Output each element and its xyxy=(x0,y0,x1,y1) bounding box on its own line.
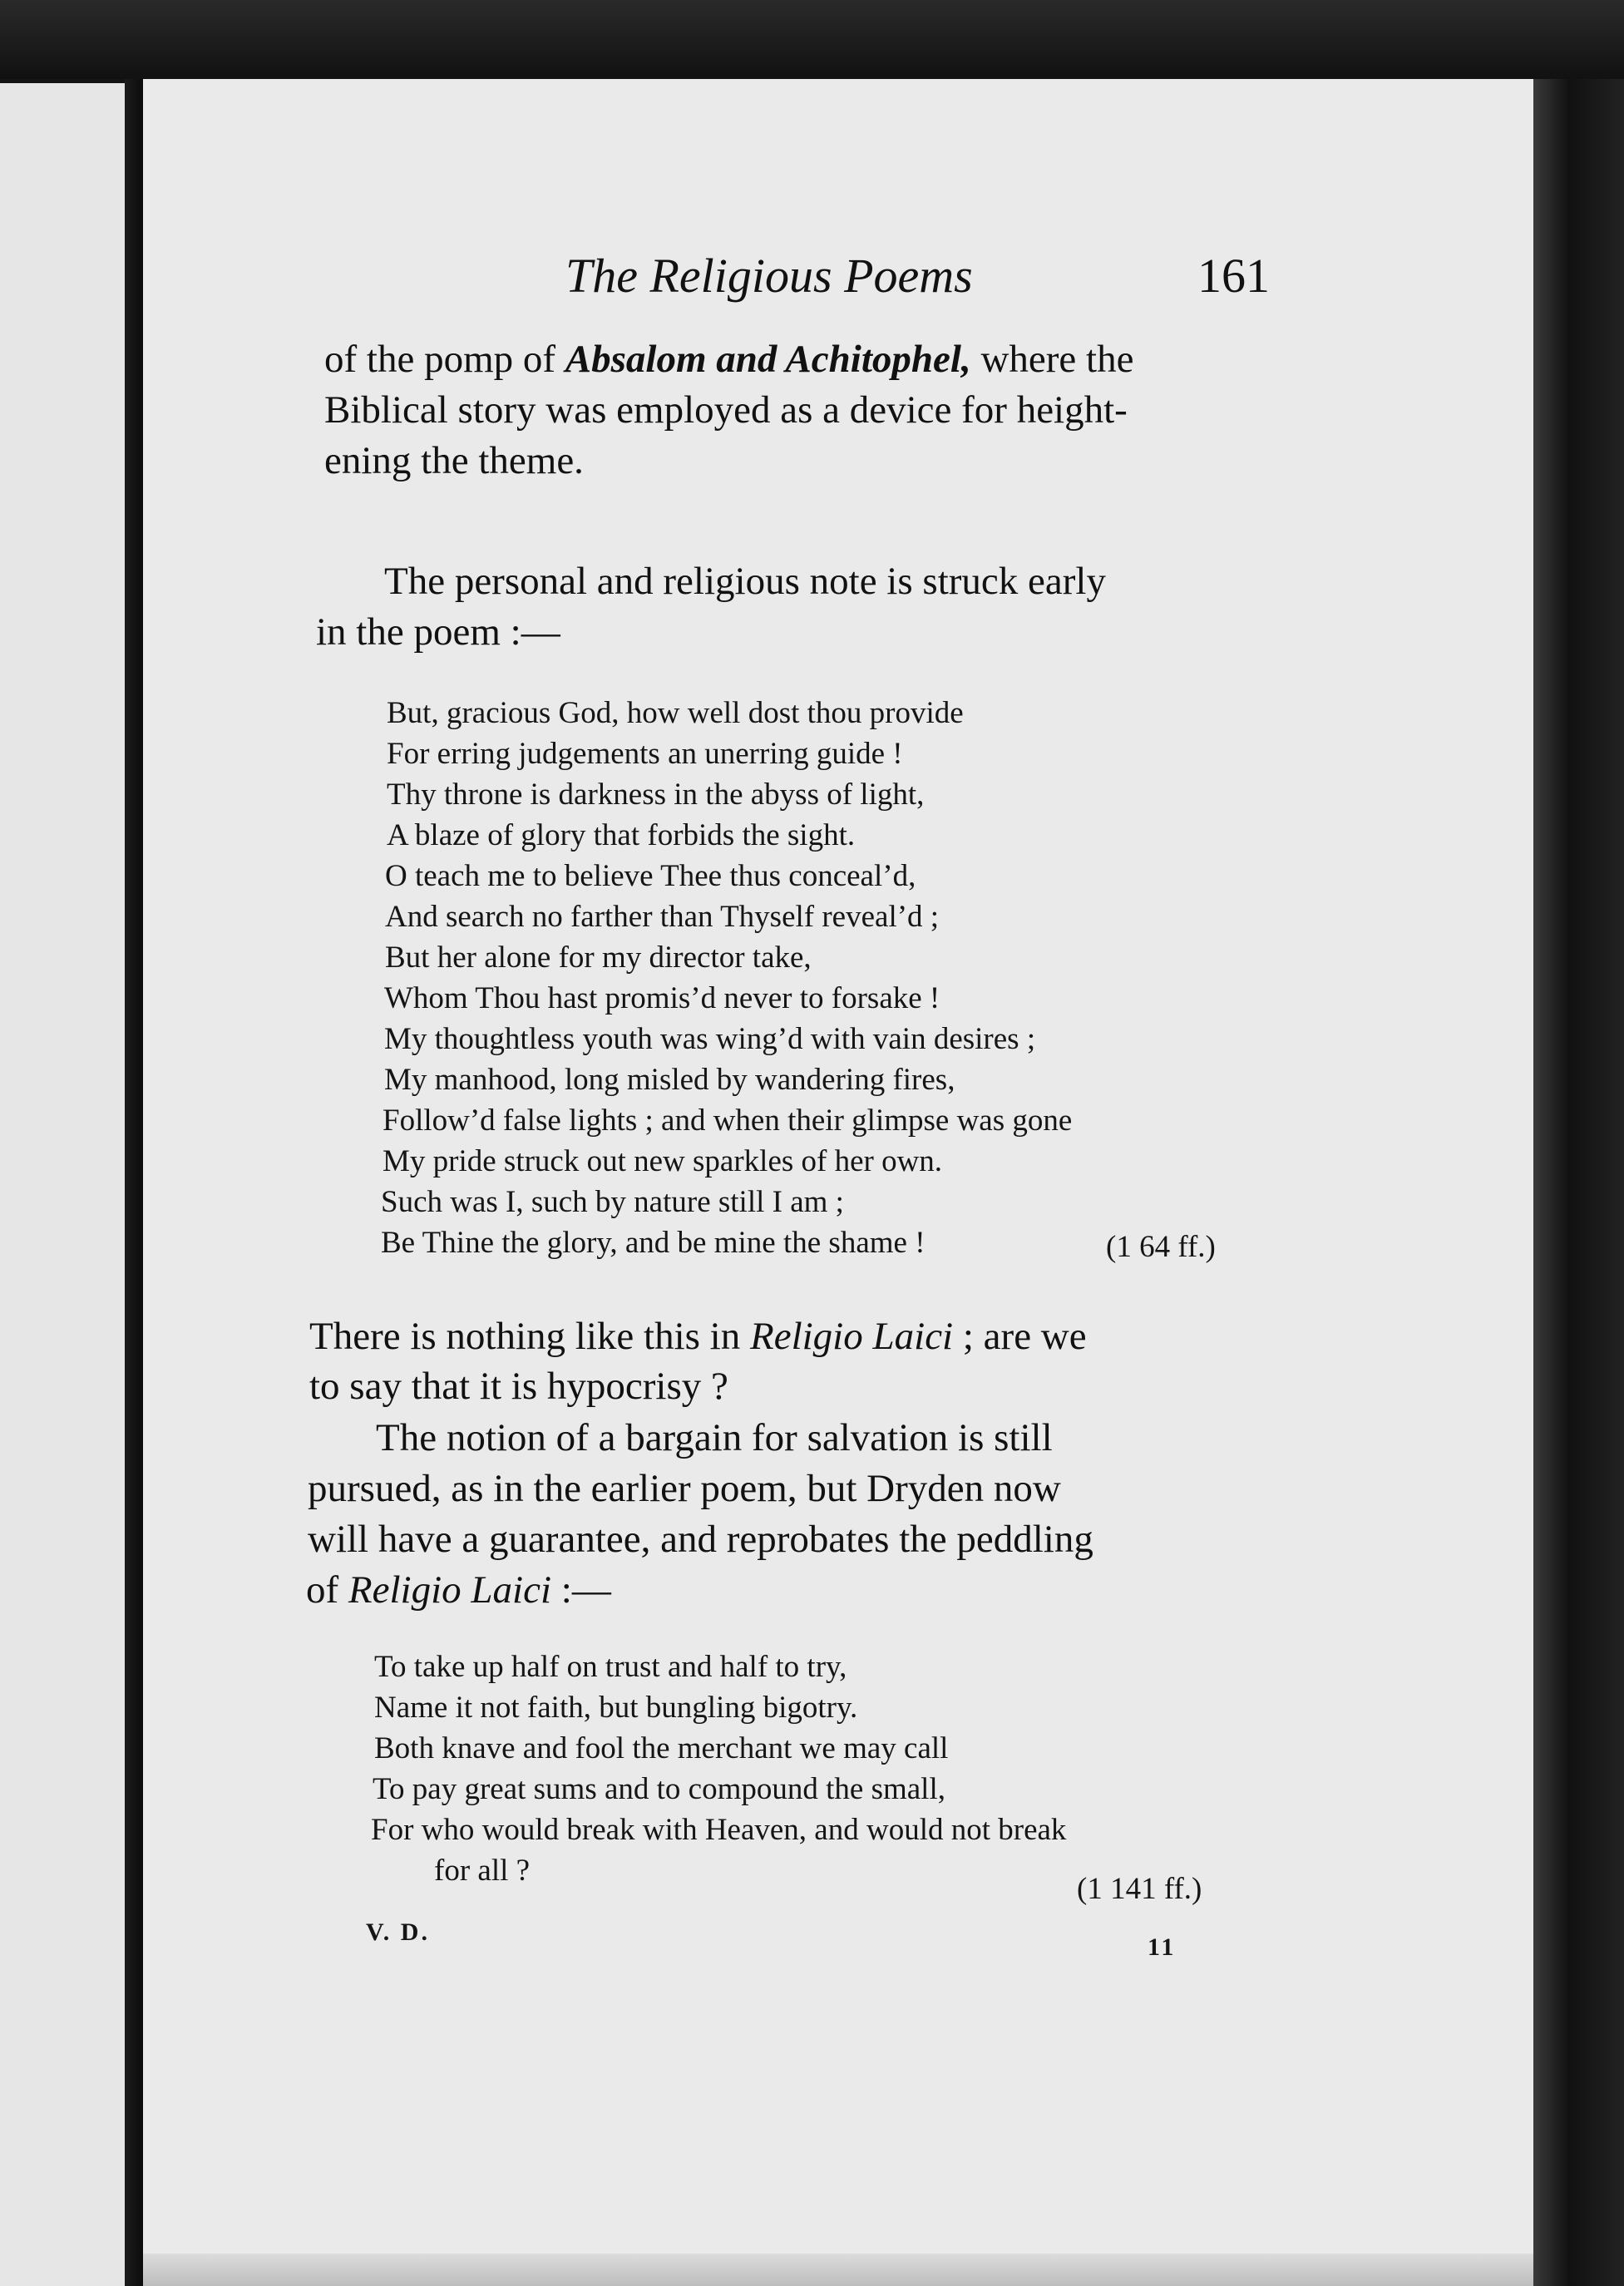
paragraph-4-line-2: pursued, as in the earlier poem, but Dryden now xyxy=(308,1467,1061,1510)
verse-1-line: My pride struck out new sparkles of her own. xyxy=(383,1144,943,1178)
paragraph-1-line-2: Biblical story was employed as a device for height- xyxy=(324,388,1128,432)
running-header-title: The Religious Poems xyxy=(565,249,973,303)
text-run: of xyxy=(306,1568,348,1612)
paragraph-1-line-3: ening the theme. xyxy=(324,439,584,482)
verse-2-citation: (1 141 ff.) xyxy=(1077,1872,1202,1906)
text-run: of the pomp of xyxy=(324,338,565,381)
verse-1-line: Whom Thou hast promis’d never to forsake ! xyxy=(384,981,940,1015)
verse-1-line: But, gracious God, how well dost thou provide xyxy=(387,696,964,730)
left-page-edge xyxy=(0,83,125,2286)
verse-2-line: For who would break with Heaven, and would not break xyxy=(371,1813,1067,1847)
text-run: where the xyxy=(970,338,1134,381)
verse-1-line: For erring judgements an unerring guide ! xyxy=(387,737,903,771)
verse-2-line: To take up half on trust and half to try, xyxy=(374,1650,847,1684)
verse-1-line: My manhood, long misled by wandering fires, xyxy=(384,1063,955,1097)
paragraph-2-line-1: The personal and religious note is struck early xyxy=(384,560,1106,603)
paragraph-3-line-2: to say that it is hypocrisy ? xyxy=(309,1365,728,1408)
book-gutter xyxy=(125,79,143,2286)
verse-1-line: My thoughtless youth was wing’d with vain desires ; xyxy=(384,1022,1036,1056)
verse-2-line: for all ? xyxy=(434,1854,531,1888)
signature-mark-right: 11 xyxy=(1148,1933,1177,1961)
verse-2-line: To pay great sums and to compound the small, xyxy=(373,1772,945,1806)
verse-1-citation: (1 64 ff.) xyxy=(1106,1230,1216,1264)
paragraph-4-line-4 xyxy=(306,1568,611,1612)
work-title: Religio Laici xyxy=(750,1315,954,1358)
verse-1-line: But her alone for my director take, xyxy=(385,941,812,975)
page-bottom-edge xyxy=(143,2254,1533,2286)
signature-mark-left: V. D. xyxy=(366,1918,430,1946)
page-right-edge xyxy=(1533,79,1624,2286)
verse-2-line: Name it not faith, but bungling bigotry. xyxy=(374,1691,858,1725)
work-title: Absalom and Achitophel, xyxy=(565,338,971,381)
paragraph-1-line-1 xyxy=(324,337,1133,382)
verse-1-line: O teach me to believe Thee thus conceal’d, xyxy=(385,859,916,893)
page-number: 161 xyxy=(1197,249,1270,303)
paragraph-4-line-3: will have a guarantee, and reprobates the peddling xyxy=(308,1518,1093,1561)
scan-top-border xyxy=(0,0,1624,79)
verse-1-line: And search no farther than Thyself reveal’d ; xyxy=(385,900,940,934)
text-run: :— xyxy=(551,1568,611,1612)
text-run: ; are we xyxy=(953,1315,1087,1358)
paragraph-4-line-1: The notion of a bargain for salvation is still xyxy=(376,1416,1053,1459)
verse-1-line: A blaze of glory that forbids the sight. xyxy=(387,818,856,852)
verse-1-line: Thy throne is darkness in the abyss of light, xyxy=(387,778,925,812)
text-run: There is nothing like this in xyxy=(309,1315,750,1358)
verse-1-line: Be Thine the glory, and be mine the shame ! xyxy=(381,1226,926,1260)
paragraph-3-line-1 xyxy=(309,1314,1087,1359)
verse-1-line: Such was I, such by nature still I am ; xyxy=(381,1185,844,1219)
verse-1-line: Follow’d false lights ; and when their glimpse was gone xyxy=(383,1104,1073,1138)
work-title: Religio Laici xyxy=(348,1568,552,1612)
paragraph-2-line-2: in the poem :— xyxy=(316,610,560,654)
verse-2-line: Both knave and fool the merchant we may call xyxy=(374,1731,949,1765)
